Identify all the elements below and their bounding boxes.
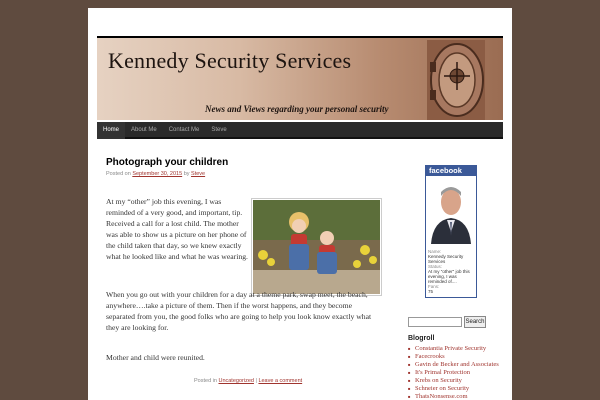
fb-name-value: Kennedy Security Services (428, 254, 464, 264)
blogroll-link[interactable]: ■ Schneier on Security (408, 385, 500, 393)
site-tagline: News and Views regarding your personal security (205, 104, 389, 114)
nav-contact-me[interactable]: Contact Me (168, 127, 200, 133)
post-author-link[interactable]: Steve (191, 171, 206, 177)
blogroll-link[interactable]: ■ Facecrooks (408, 353, 500, 361)
fb-name-label: Name: (428, 249, 442, 254)
blogroll-link[interactable]: ■ It's Primal Protection (408, 369, 500, 377)
blogroll-list (408, 345, 500, 400)
blogroll-link[interactable]: ■ Constantia Private Security (408, 345, 500, 353)
leave-comment-link[interactable]: Leave a comment (258, 378, 303, 384)
blogroll-heading: Blogroll (408, 335, 435, 342)
site-header-banner[interactable] (97, 36, 503, 120)
posted-on-label: Posted on (106, 171, 131, 177)
post-paragraph: At my “other” job this evening, I was reminded of a very good, and important, tip. Received a call for a lost child. The mother was able to show us a picture on her phone of the child taken that day, so we knew exactly what he looked like and what he was wearing. (106, 197, 248, 261)
blogroll-link[interactable]: ■ ThatsNonsense.com (408, 393, 500, 400)
post-date-link[interactable]: September 30, 2015 (132, 171, 183, 177)
meta-separator: | (255, 378, 257, 384)
fb-status-value: At my "other" job this evening, I was reminded of.... (428, 269, 470, 284)
facebook-logo[interactable]: facebook (426, 166, 476, 176)
nav-steve[interactable]: Steve (211, 127, 227, 133)
posted-in-label: Posted in (194, 378, 217, 384)
search-input[interactable] (408, 317, 462, 327)
fb-fans-label: Fans: (428, 284, 440, 289)
post-meta (106, 171, 384, 177)
profile-photo (429, 180, 473, 244)
category-link[interactable]: Uncategorized (218, 378, 254, 384)
page-wrapper (88, 8, 512, 400)
fb-fans-value: 75 (428, 289, 434, 294)
children-photo (251, 198, 382, 296)
post-title[interactable]: Photograph your children (106, 157, 229, 168)
site-title[interactable]: Kennedy Security Services (108, 48, 352, 73)
post-paragraph: Mother and child were reunited. (106, 353, 205, 362)
facebook-badge[interactable] (425, 165, 477, 298)
search-button[interactable]: Search (464, 316, 486, 328)
nav-about-me[interactable]: About Me (131, 127, 157, 133)
by-label: by (183, 171, 190, 177)
post-paragraph: When you go out with your children for a day at a theme park, swap meet, the beach, anywhere….take a picture of them. Then if the worst happens, and they become separated from you, the good folks who are going to help you look know exactly what they are looking for. (106, 290, 372, 332)
post-utility (194, 378, 314, 384)
vault-door-image (427, 40, 485, 120)
blogroll-link[interactable]: ■ Gavin de Becker and Associates (408, 361, 500, 369)
main-navigation (97, 122, 503, 139)
post-content (106, 157, 384, 384)
blogroll-link[interactable]: ■ Krebs on Security (408, 377, 500, 385)
nav-home[interactable]: Home (97, 122, 125, 139)
fb-status-label: Status: (428, 264, 443, 269)
children-photo-image (253, 200, 380, 294)
